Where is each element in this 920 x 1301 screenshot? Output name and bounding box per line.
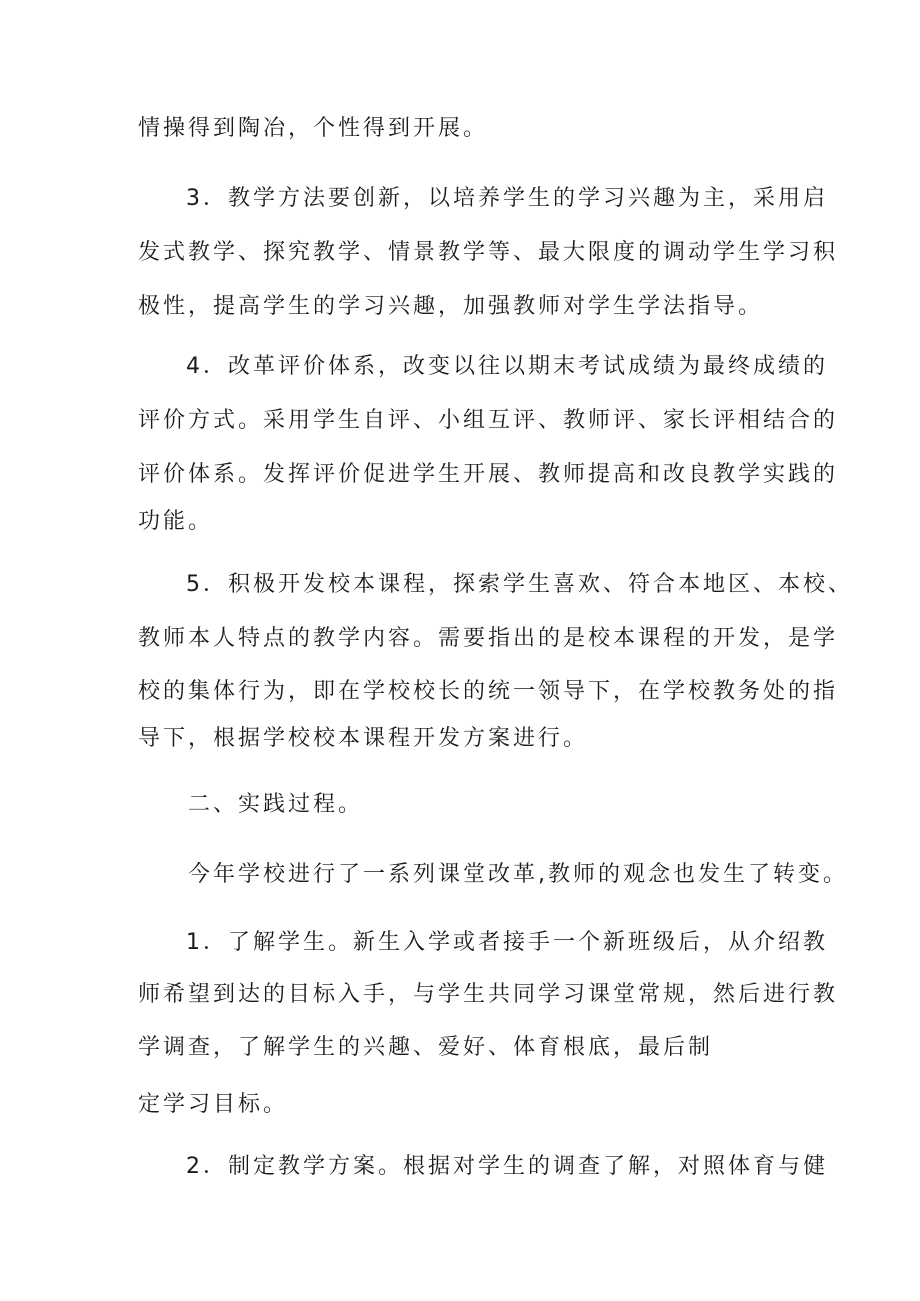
paragraph-5-line-4: 导下，根据学校校本课程开发方案进行。: [138, 726, 589, 751]
paragraph-2-line-1: 2．制定教学方案。根据对学生的调查了解，对照体育与健: [186, 1154, 828, 1179]
paragraph-1-line-2: 师希望到达的目标入手，与学生共同学习课堂常规，然后进行教: [138, 982, 839, 1007]
paragraph-5-line-1: 5．积极开发校本课程，探索学生喜欢、符合本地区、本校、: [186, 572, 853, 597]
paragraph-1-line-4: 定学习目标。: [138, 1092, 289, 1117]
paragraph-4-line-3: 评价体系。发挥评价促进学生开展、教师提高和改良教学实践的: [138, 462, 839, 487]
paragraph-5-line-2: 教师本人特点的教学内容。需要指出的是校本课程的开发，是学: [138, 626, 839, 651]
paragraph-4-line-4: 功能。: [138, 509, 214, 534]
paragraph-3-line-3: 极性，提高学生的学习兴趣，加强教师对学生学法指导。: [138, 294, 764, 319]
section-heading: 二、实践过程。: [188, 792, 364, 817]
paragraph-1-line-1: 1．了解学生。新生入学或者接手一个新班级后，从介绍教: [186, 930, 828, 955]
text-line: 情操得到陶冶，个性得到开展。: [138, 116, 489, 141]
paragraph-intro: 今年学校进行了一系列课堂改革,教师的观念也发生了转变。: [188, 862, 848, 887]
paragraph-3-line-1: 3．教学方法要创新，以培养学生的学习兴趣为主，采用启: [186, 186, 828, 211]
paragraph-3-line-2: 发式教学、探究教学、情景教学等、最大限度的调动学生学习积: [138, 240, 839, 265]
paragraph-4-line-2: 评价方式。采用学生自评、小组互评、教师评、家长评相结合的: [138, 408, 839, 433]
paragraph-5-line-3: 校的集体行为，即在学校校长的统一领导下，在学校教务处的指: [138, 679, 839, 704]
paragraph-1-line-3: 学调查，了解学生的兴趣、爱好、体育根底，最后制: [138, 1035, 714, 1060]
paragraph-4-line-1: 4．改革评价体系，改变以往以期末考试成绩为最终成绩的: [186, 354, 828, 379]
